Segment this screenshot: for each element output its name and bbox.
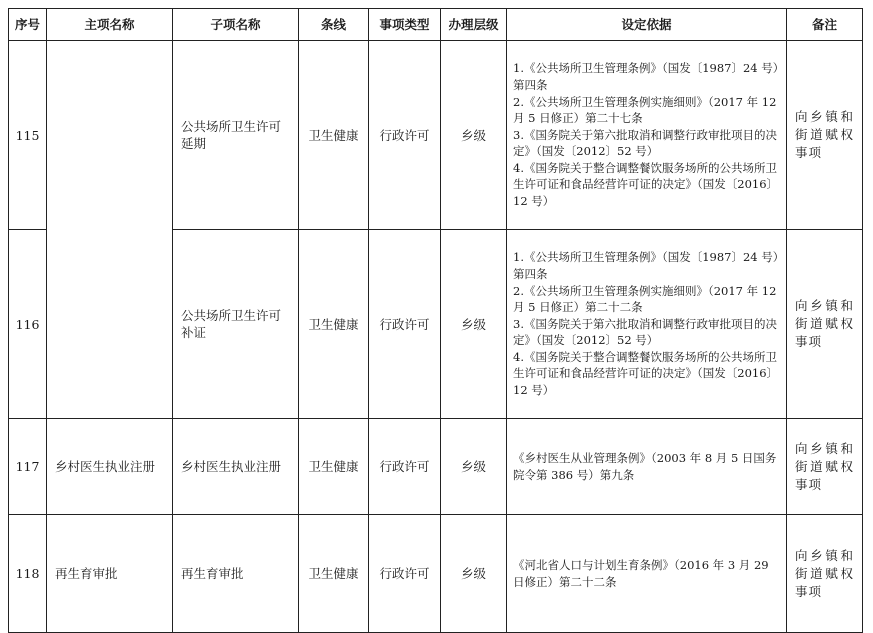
row-sub-item: 公共场所卫生许可延期 [173, 41, 299, 230]
header-sub-item: 子项名称 [173, 9, 299, 41]
row-seq: 115 [9, 41, 47, 230]
row-item-type: 行政许可 [369, 230, 441, 419]
row-main-item: 再生育审批 [47, 515, 173, 633]
basis-entry: 2.《公共场所卫生管理条例实施细则》（2017 年 12 月 5 日修正）第二十七条 [513, 94, 777, 126]
row-line: 卫生健康 [299, 419, 369, 515]
header-seq: 序号 [9, 9, 47, 41]
basis-entry: 3.《国务院关于第六批取消和调整行政审批项目的决定》（国发〔2012〕52 号） [513, 127, 777, 159]
row-line: 卫生健康 [299, 230, 369, 419]
row-item-type: 行政许可 [369, 515, 441, 633]
row-line: 卫生健康 [299, 515, 369, 633]
row-remark: 向乡镇和街道赋权事项 [787, 419, 863, 515]
basis-entry: 4.《国务院关于整合调整餐饮服务场所的公共场所卫生许可证和食品经营许可证的决定》（国发〔2016〕12 号） [513, 349, 779, 398]
row-sub-item: 乡村医生执业注册 [173, 419, 299, 515]
basis-entry: 1.《公共场所卫生管理条例》（国发〔1987〕24 号）第四条 [513, 250, 779, 281]
header-item-type: 事项类型 [369, 9, 441, 41]
row-basis [507, 419, 787, 515]
row-remark: 向乡镇和街道赋权事项 [787, 515, 863, 633]
table-row [9, 41, 863, 230]
header-basis: 设定依据 [507, 9, 787, 41]
row-level: 乡级 [441, 41, 507, 230]
table-row [9, 419, 863, 515]
row-line: 卫生健康 [299, 41, 369, 230]
basis-entry: 《乡村医生从业管理条例》（2003 年 8 月 5 日国务院令第 386 号）第九条 [513, 450, 777, 482]
row-sub-item: 再生育审批 [173, 515, 299, 633]
basis-entry: 3.《国务院关于第六批取消和调整行政审批项目的决定》（国发〔2012〕52 号） [513, 316, 777, 348]
row-item-type: 行政许可 [369, 419, 441, 515]
header-level: 办理层级 [441, 9, 507, 41]
row-basis [507, 515, 787, 633]
row-item-type: 行政许可 [369, 41, 441, 230]
header-line: 条线 [299, 9, 369, 41]
row-remark: 向乡镇和街道赋权事项 [787, 230, 863, 419]
header-remark: 备注 [787, 9, 863, 41]
row-sub-item: 公共场所卫生许可补证 [173, 230, 299, 419]
row-level: 乡级 [441, 230, 507, 419]
table-header-row [9, 9, 863, 41]
row-remark: 向乡镇和街道赋权事项 [787, 41, 863, 230]
basis-entry: 4.《国务院关于整合调整餐饮服务场所的公共场所卫生许可证和食品经营许可证的决定》（国发〔2016〕12 号） [513, 160, 779, 209]
row-level: 乡级 [441, 419, 507, 515]
basis-entry: 2.《公共场所卫生管理条例实施细则》（2017 年 12 月 5 日修正）第二十二条 [513, 283, 777, 315]
header-main-item: 主项名称 [47, 9, 173, 41]
row-main-item: 乡村医生执业注册 [47, 419, 173, 515]
row-seq: 117 [9, 419, 47, 515]
basis-entry: 《河北省人口与计划生育条例》（2016 年 3 月 29 日修正）第二十二条 [513, 557, 769, 589]
row-basis [507, 230, 787, 419]
basis-entry: 1.《公共场所卫生管理条例》（国发〔1987〕24 号）第四条 [513, 61, 779, 92]
row-level: 乡级 [441, 515, 507, 633]
table-row [9, 515, 863, 633]
row-seq: 118 [9, 515, 47, 633]
row-basis [507, 41, 787, 230]
row-main-item [47, 41, 173, 419]
authority-items-table [8, 8, 863, 633]
row-seq: 116 [9, 230, 47, 419]
